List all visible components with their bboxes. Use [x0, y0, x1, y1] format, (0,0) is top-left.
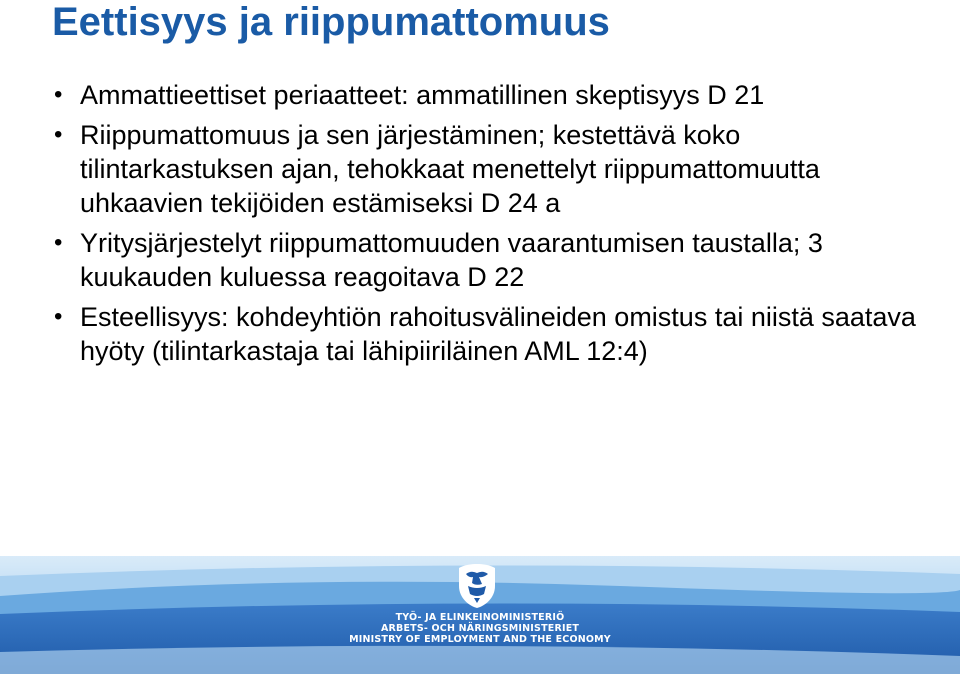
bullet-text: Ammattieettiset periaatteet: ammatillinen skeptisyys D 21 [80, 80, 765, 110]
slide-title: Eettisyys ja riippumattomuus [52, 0, 610, 44]
bullet-item-independence [52, 118, 932, 220]
bullet-marker: • [54, 81, 63, 108]
bullet-item-ethics [52, 78, 932, 112]
finnish-lion-emblem-icon [455, 562, 499, 610]
bullet-list [52, 78, 932, 374]
footer-ministry-name-en: MINISTRY OF EMPLOYMENT AND THE ECONOMY [349, 634, 611, 645]
footer-ministry-name-sv: ARBETS- OCH NÄRINGSMINISTERIET [380, 623, 580, 634]
bullet-marker: • [54, 121, 63, 148]
bullet-marker: • [54, 229, 63, 256]
footer-ministry-name-fi: TYÖ- JA ELINKEINOMINISTERIÖ [395, 612, 565, 623]
bullet-marker: • [54, 303, 63, 330]
bullet-text: Esteellisyys: kohdeyhtiön rahoitusvälineiden omistus tai niistä saatava hyöty (tilintarkastaja tai lähipiiriläinen AML 12:4) [80, 302, 916, 366]
bullet-item-reorganizations [52, 226, 932, 294]
bullet-item-disqualification [52, 300, 932, 368]
bullet-text: Riippumattomuus ja sen järjestäminen; kestettävä koko tilintarkastuksen ajan, tehokkaat menettelyt riippumattomuutta uhkaavien tekijöiden estämiseksi D 24 a [80, 120, 820, 218]
bullet-text: Yritysjärjestelyt riippumattomuuden vaarantumisen taustalla; 3 kuukauden kuluessa reagoitava D 22 [80, 228, 823, 292]
